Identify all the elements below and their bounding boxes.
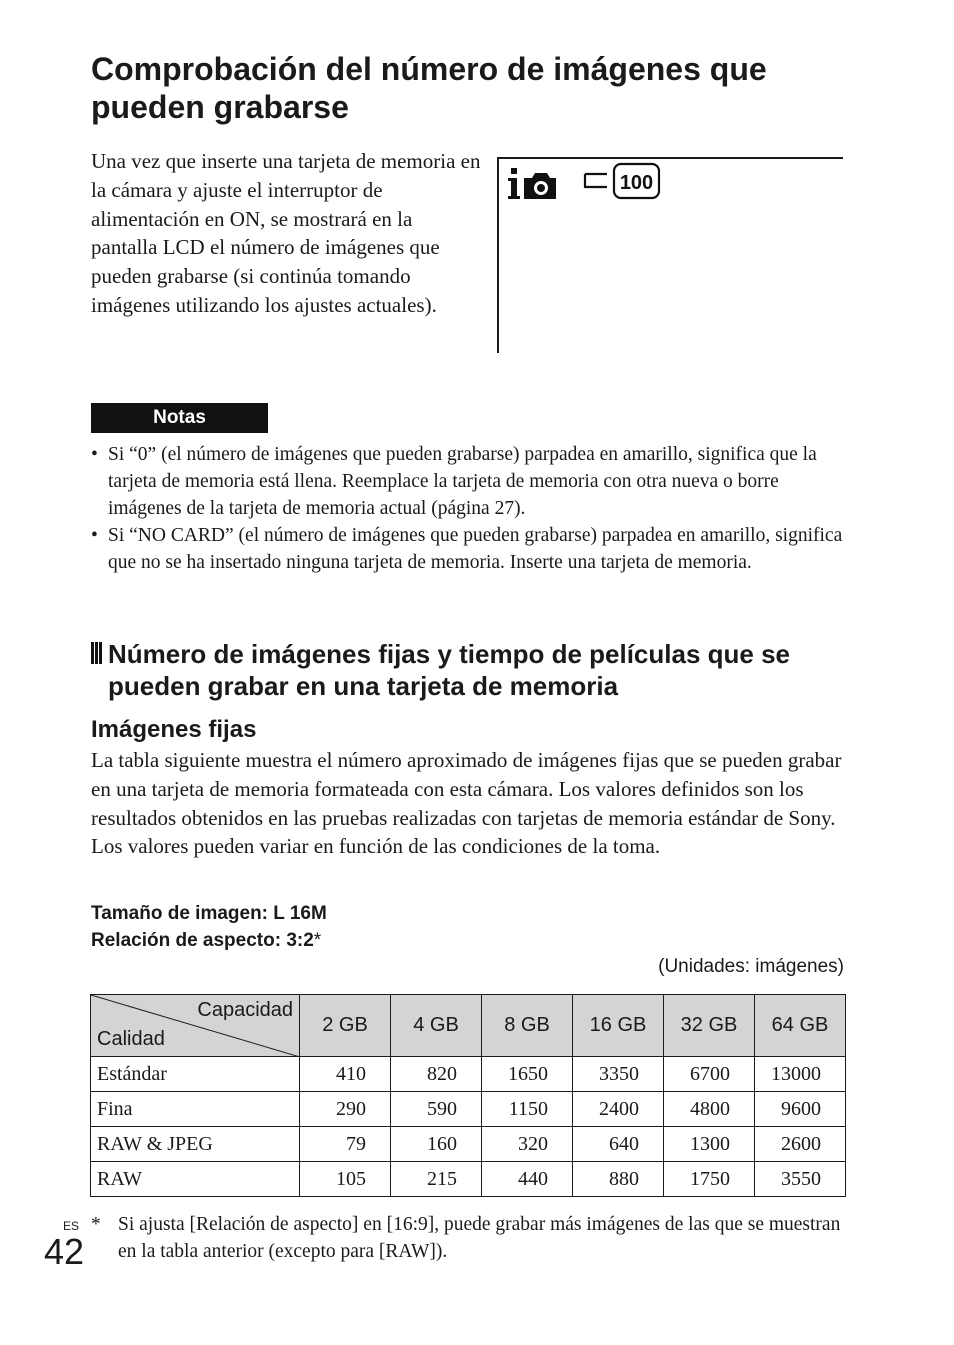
value-cell: 320 <box>482 1127 573 1162</box>
capacity-header: 2 GB <box>300 995 391 1057</box>
intelligent-auto-camera-icon <box>508 168 564 205</box>
value-cell: 290 <box>300 1092 391 1127</box>
table-corner-cell <box>91 995 300 1057</box>
corner-capacity-label: Capacidad <box>197 999 293 1021</box>
table-row <box>91 1092 846 1127</box>
subheading: Imágenes fijas <box>91 716 257 743</box>
section-heading-text: Número de imágenes fijas y tiempo de películas que se pueden grabar en una tarjeta de memoria <box>108 639 791 701</box>
value-cell: 3550 <box>755 1162 846 1197</box>
value-cell: 215 <box>391 1162 482 1197</box>
memory-card-icon <box>583 161 663 206</box>
footnote-marker: * <box>91 1214 101 1235</box>
aspect-ratio-text: Relación de aspecto: 3:2 <box>91 930 314 951</box>
value-cell: 640 <box>573 1127 664 1162</box>
capacity-header: 16 GB <box>573 995 664 1057</box>
table-row <box>91 1057 846 1092</box>
value-cell: 6700 <box>664 1057 755 1092</box>
section-heading <box>91 638 851 702</box>
value-cell: 820 <box>391 1057 482 1092</box>
value-cell: 13000 <box>755 1057 846 1092</box>
capacity-header: 64 GB <box>755 995 846 1057</box>
note-text: Si “0” (el número de imágenes que pueden grabarse) parpadea en amarillo, significa que la tarjeta de memoria está llena. Reemplace la tarjeta de memoria con otra nueva o borre imágenes de la tarjeta de memoria actual (página 27). <box>108 444 817 519</box>
capacity-header: 32 GB <box>664 995 755 1057</box>
value-cell: 1750 <box>664 1162 755 1197</box>
capacity-header: 4 GB <box>391 995 482 1057</box>
quality-cell: RAW & JPEG <box>91 1127 300 1162</box>
intro-paragraph: Una vez que inserte una tarjeta de memoria en la cámara y ajuste el interruptor de alimentación en ON, se mostrará en la pantalla LCD el número de imágenes que pueden grabarse (si continúa tomando imágenes utilizando los ajustes actuales). <box>91 149 481 317</box>
table-row <box>91 1162 846 1197</box>
value-cell: 3350 <box>573 1057 664 1092</box>
corner-quality-label: Calidad <box>97 1028 165 1050</box>
note-item <box>91 441 851 522</box>
footnote-text: Si ajusta [Relación de aspecto] en [16:9], puede grabar más imágenes de las que se muestran en la tabla anterior (excepto para [RAW]). <box>118 1214 841 1262</box>
value-cell: 79 <box>300 1127 391 1162</box>
note-item <box>91 522 851 576</box>
table-header-row <box>91 995 846 1057</box>
table-intro-paragraph: La tabla siguiente muestra el número aproximado de imágenes fijas que se pueden grabar en una tarjeta de memoria formateada con esta cámara. Los valores definidos son los resultados obtenidos en las pruebas realizadas con tarjetas de memoria estándar de Sony. Los valores pueden variar en función de las condiciones de la toma. <box>91 748 842 859</box>
value-cell: 2600 <box>755 1127 846 1162</box>
footnote <box>91 1211 851 1265</box>
quality-cell: Estándar <box>91 1057 300 1092</box>
remaining-count: 100 <box>619 172 654 194</box>
value-cell: 4800 <box>664 1092 755 1127</box>
value-cell: 1650 <box>482 1057 573 1092</box>
page-number: 42 <box>44 1231 85 1272</box>
value-cell: 105 <box>300 1162 391 1197</box>
value-cell: 1300 <box>664 1127 755 1162</box>
value-cell: 410 <box>300 1057 391 1092</box>
quality-cell: Fina <box>91 1092 300 1127</box>
footnote-marker: * <box>313 930 322 951</box>
capacity-table <box>90 994 846 1197</box>
quality-cell: RAW <box>91 1162 300 1197</box>
table-row <box>91 1127 846 1162</box>
value-cell: 2400 <box>573 1092 664 1127</box>
note-text: Si “NO CARD” (el número de imágenes que pueden grabarse) parpadea en amarillo, significa que no se ha insertado ninguna tarjeta de memoria. Inserte una tarjeta de memoria. <box>108 525 843 573</box>
value-cell: 880 <box>573 1162 664 1197</box>
language-code: ES <box>63 1219 80 1233</box>
capacity-header: 8 GB <box>482 995 573 1057</box>
section-marker-icon <box>91 642 103 664</box>
units-label: (Unidades: imágenes) <box>658 956 844 977</box>
aspect-ratio-condition <box>91 928 321 954</box>
page-title: Comprobación del número de imágenes que pueden grabarse <box>91 51 767 125</box>
bullet: • <box>91 525 98 546</box>
value-cell: 440 <box>482 1162 573 1197</box>
value-cell: 1150 <box>482 1092 573 1127</box>
value-cell: 590 <box>391 1092 482 1127</box>
notes-badge: Notas <box>91 403 268 433</box>
image-size-condition: Tamaño de imagen: L 16M <box>91 903 327 924</box>
value-cell: 9600 <box>755 1092 846 1127</box>
value-cell: 160 <box>391 1127 482 1162</box>
bullet: • <box>91 444 98 465</box>
